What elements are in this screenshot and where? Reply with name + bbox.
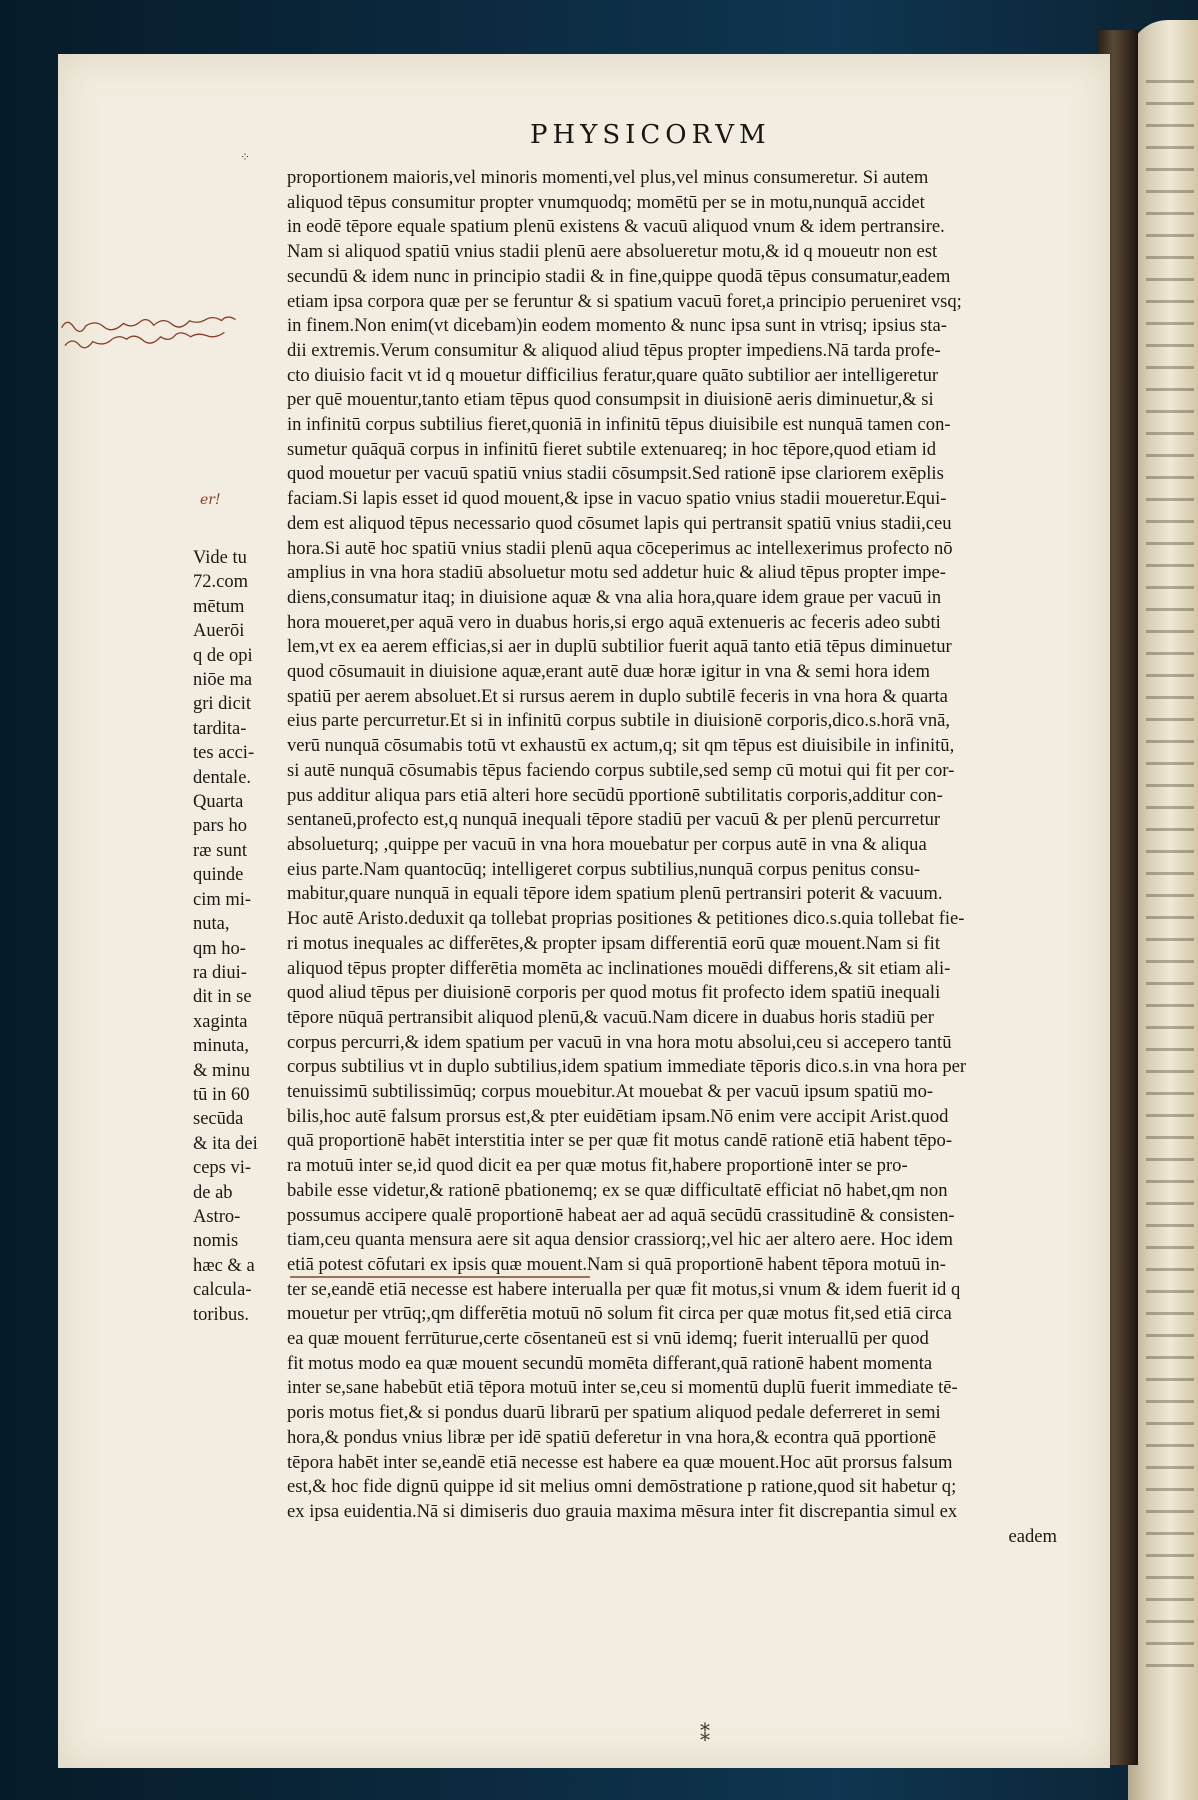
text-line: mabitur,quare nunquā in equali tēpore idem spatium plenū pertransiri poterit & vacuum. xyxy=(287,883,943,905)
margin-note-line: ceps vi- xyxy=(193,1158,252,1179)
text-line: verū nunquā cōsumabis totū vt exhaustū ex actum,q; sit qm tēpus est diuisibile in infinitū, xyxy=(287,735,955,757)
margin-note-line: calcula- xyxy=(193,1280,252,1301)
text-line: Nam si aliquod spatiū vnius stadii plenū aere absolueretur motu,& id q moueutr non est xyxy=(287,241,938,263)
text-line: ri motus inequales ac differētes,& propter ipsam differentiā eorū quæ mouent.Nam si fit xyxy=(287,932,941,954)
text-line: diens,consumatur itaq; in diuisione aquæ & vna alia hora,quare idem graue per vacuū in xyxy=(287,586,942,608)
margin-note-line: cim mi- xyxy=(193,889,252,910)
text-line: tēpora habēt inter se,eandē etiā necesse est habere ea quæ mouent.Hoc aūt prorsus falsum xyxy=(287,1451,953,1473)
margin-note-line: tes acci- xyxy=(193,743,255,764)
text-line: proportionem maioris,vel minoris momenti,vel plus,vel minus consumeretur. Si autem xyxy=(287,167,929,188)
margin-note-line: Vide tu xyxy=(193,548,247,568)
margin-note-line: Quarta xyxy=(193,792,244,813)
text-line: aliquod tēpus consumitur propter vnumquodq; momētū per se in motu,nunquā accidet xyxy=(287,191,925,213)
text-line: lem,vt ex ea aerem efficias,si aer in duplū subtilior fuerit aquā tanto etiā tēpus diminuetur xyxy=(287,636,952,658)
text-line: fit motus modo ea quæ mouent secundū momēta differant,quā rationē habent momenta xyxy=(287,1352,933,1374)
text-line: mouetur per vtrūq;,qm differētia motuū nō solum fit circa per quæ motus fit,sed etiā circa xyxy=(287,1303,952,1325)
margin-note-line: Auerōi xyxy=(193,621,245,642)
text-line: secundū & idem nunc in principio stadii & in fine,quippe quodā tēpus consumatur,eadem xyxy=(287,265,951,287)
text-line: ter se,eandē etiā necesse est habere interualla per quæ fit motus,si vnum & idem fuerit id q xyxy=(287,1278,961,1300)
text-line: poris motus fiet,& si pondus duarū librarū per spatium aliquod pedale deferreret in semi xyxy=(287,1402,941,1424)
margin-note-line: ra diui- xyxy=(193,962,247,983)
text-line: bilis,hoc autē falsum prorsus est,& pter euidētiam ipsam.Nō enim vere accipit Arist.quod xyxy=(287,1105,949,1127)
text-line: hora,& pondus vnius libræ per idē spatiū deferetur in vna hora,& econtra quā pportionē xyxy=(287,1426,937,1448)
margin-note-line: dentale. xyxy=(193,767,252,788)
printed-marginal-note xyxy=(193,546,277,1327)
text-line: amplius in vna hora stadiū absoluetur motu sed addetur huic & aliud tēpus propter impe- xyxy=(287,562,946,584)
margin-note-line: & ita dei xyxy=(193,1133,258,1154)
margin-note-line: dit in se xyxy=(193,987,252,1008)
margin-note-line: tū in 60 xyxy=(193,1084,250,1105)
handwritten-mark: er! xyxy=(200,492,221,508)
margin-note-line: qm ho- xyxy=(193,938,246,959)
margin-note-line: tardita- xyxy=(193,718,247,739)
text-line: in finem.Non enim(vt dicebam)in eodem momento & nunc ipsa sunt in vtrisq; ipsius sta- xyxy=(287,315,947,337)
text-line: si autē nunquā cōsumabis tēpus faciendo corpus subtile,sed semp cū motui qui fit per cor- xyxy=(287,759,955,781)
margin-note-line: 72.com xyxy=(193,572,248,593)
margin-note-line: quinde xyxy=(193,865,244,886)
text-line: corpus subtilius vt in duplo subtilius,idem spatium immediate tēporis dico.s.in vna hora per xyxy=(287,1056,967,1078)
text-line: quod mouetur per vacuū spatiū vnius stadii cōsumpsit.Sed rationē ipse clariorem exēplis xyxy=(287,463,944,485)
text-line: eius parte percurretur.Et si in infinitū corpus subtile in diuisionē corporis,dico.s.horā vnā, xyxy=(287,710,951,732)
margin-note-line: minuta, xyxy=(193,1036,250,1057)
margin-note-line: de ab xyxy=(193,1182,233,1203)
text-line: hora moueret,per aquā vero in duabus horis,si ergo aquā extenueris ac feceris adeo subti xyxy=(287,611,941,633)
ink-underline xyxy=(290,1276,590,1278)
text-line: in eodē tēpore equale spatium plenū existens & vacuū aliquod vnum & idem pertransire. xyxy=(287,216,945,238)
catchword: eadem xyxy=(1008,1525,1057,1547)
text-line: eius parte.Nam quantocūq; intelligeret corpus subtilius,nunquā corpus penitus consu- xyxy=(287,858,921,880)
margin-note-line: pars ho xyxy=(193,816,247,837)
text-line: quā proportionē habēt interstitia inter se per quæ fit motus candē rationē etiā habent tēpo- xyxy=(287,1130,953,1152)
text-line: quod cōsumauit in diuisione aquæ,erant autē duæ horæ igitur in vna & semi hora idem xyxy=(287,661,930,683)
text-line: absolueturq; ,quippe per vacuū in vna hora mouebatur per corpus autē in vna & aliqua xyxy=(287,833,927,855)
ink-mark: ⁘ xyxy=(240,150,251,164)
text-line: ea quæ mouent ferrūturue,certe cōsentaneū est si vnū idemq; fuerit interuallū per quod xyxy=(287,1328,929,1350)
text-line: est,& hoc fide dignū quippe id sit melius omni demōstratione p ratione,quod sit habetur q; xyxy=(287,1476,957,1498)
text-line: tiam,ceu quanta mensura aere sit aqua densior crassiorq;,vel hic aer altero aere. Hoc idem xyxy=(287,1229,953,1251)
text-line: aliquod tēpus propter differētia momēta ac inclinationes mouēdi differens,& sit etiam ali- xyxy=(287,957,951,979)
margin-note-line: xaginta xyxy=(193,1011,248,1032)
margin-note-line: niōe ma xyxy=(193,670,253,691)
text-line: Hoc autē Aristo.deduxit qa tollebat proprias positiones & petitiones dico.s.quia tollebat fie- xyxy=(287,908,965,930)
margin-note-line: hæc & a xyxy=(193,1255,255,1276)
margin-note-line: mētum xyxy=(193,596,245,617)
margin-note-line: gri dicit xyxy=(193,694,252,715)
text-line: pus additur aliqua pars etiā alteri hore secūdū pportionē subtilitatis corporis,additur con- xyxy=(287,784,943,806)
text-line: etiam ipsa corpora quæ per se feruntur & si spatium vacuū foret,a principio perueniret vsq; xyxy=(287,290,962,312)
text-line: sumetur quāquā corpus in infinitū fieret subtile extenuareq; in hoc tēpore,quod etiam id xyxy=(287,438,937,460)
text-line: inter se,sane habebūt etiā tēpora motuū inter se,ceu si momentū duplū fuerit immediate tē- xyxy=(287,1377,958,1399)
margin-note-line: q de opi xyxy=(193,645,253,666)
margin-note-line: & minu xyxy=(193,1060,251,1081)
margin-note-line: ræ sunt xyxy=(193,840,247,861)
text-line: ex ipsa euidentia.Nā si dimiseris duo grauia maxima mēsura inter fit discrepantia simul ex xyxy=(287,1500,958,1522)
text-line: hora.Si autē hoc spatiū vnius stadii plenū aqua cōceperimus ac intellexerimus profecto nō xyxy=(287,537,953,559)
text-line: quod aliud tēpus per diuisionē corporis per quod motus fit profecto idem spatiū inequali xyxy=(287,982,941,1004)
text-line: etiā potest cōfutari ex ipsis quæ mouent.Nam si quā proportionē habent tēpora motuū in- xyxy=(287,1253,946,1275)
text-line: ra motuū inter se,id quod dicit ea per quæ motus fit,habere proportionē inter se pro- xyxy=(287,1155,908,1177)
margin-note-line: nomis xyxy=(193,1231,239,1252)
text-line: sentaneū,profecto est,q nunquā inequali tēpore stadiū per vacuū & per plenū percurretur xyxy=(287,809,941,831)
text-line: spatiū per aerem absoluet.Et si rursus aerem in duplo subtilē feceris in vna hora & quarta xyxy=(287,685,948,707)
margin-note-line: nuta, xyxy=(193,914,230,935)
margin-note-line: toribus. xyxy=(193,1304,250,1325)
adjacent-page xyxy=(1128,20,1198,1800)
text-line: faciam.Si lapis esset id quod mouent,& ipse in vacuo spatio vnius stadii moueretur.Equi- xyxy=(287,488,947,510)
ink-mark-bottom: ⁑ xyxy=(700,1722,710,1746)
text-line: corpus percurri,& idem spatium per vacuū in vna hora motu absolui,ceu si accepero tantū xyxy=(287,1031,952,1053)
text-line: in infinitū corpus subtilius fieret,quoniā in infinitū tēpus diuisibile est nunquā tamen con- xyxy=(287,414,951,436)
text-line: cto diuisio facit vt id q mouetur difficilius feratur,quare quāto subtilior aer intelligeretur xyxy=(287,364,939,386)
text-line: tenuissimū subtilissimūq; corpus mouebitur.At mouebat & per vacuū ipsum spatiū mo- xyxy=(287,1081,934,1103)
text-line: dii extremis.Verum consumitur & aliquod aliud tēpus propter impediens.Nā tarda profe- xyxy=(287,339,941,361)
margin-note-line: Astro- xyxy=(193,1206,241,1227)
text-line: possumus accipere qualē proportionē habeat aer ad aquā secūdū crassitudinē & consisten- xyxy=(287,1204,955,1226)
text-line: dem est aliquod tēpus necessario quod cōsumet lapis qui pertransit spatiū vnius stadii,ceu xyxy=(287,512,952,534)
text-line: tēpore nūquā pertransibit aliquod plenū,& vacuū.Nam dicere in duabus horis stadiū per xyxy=(287,1006,934,1028)
main-text-block xyxy=(287,166,1097,1549)
text-line: babile esse videtur,& rationē pbationemq; ex se quæ difficultatē efficiat nō habet,qm non xyxy=(287,1179,948,1201)
adjacent-page-text xyxy=(1146,80,1194,1680)
text-line: per quē mouentur,tanto etiam tēpus quod consumpsit in diuisionē aeris diminuetur,& si xyxy=(287,389,934,411)
running-head: PHYSICORVM xyxy=(530,120,771,150)
margin-note-line: secūda xyxy=(193,1109,244,1130)
